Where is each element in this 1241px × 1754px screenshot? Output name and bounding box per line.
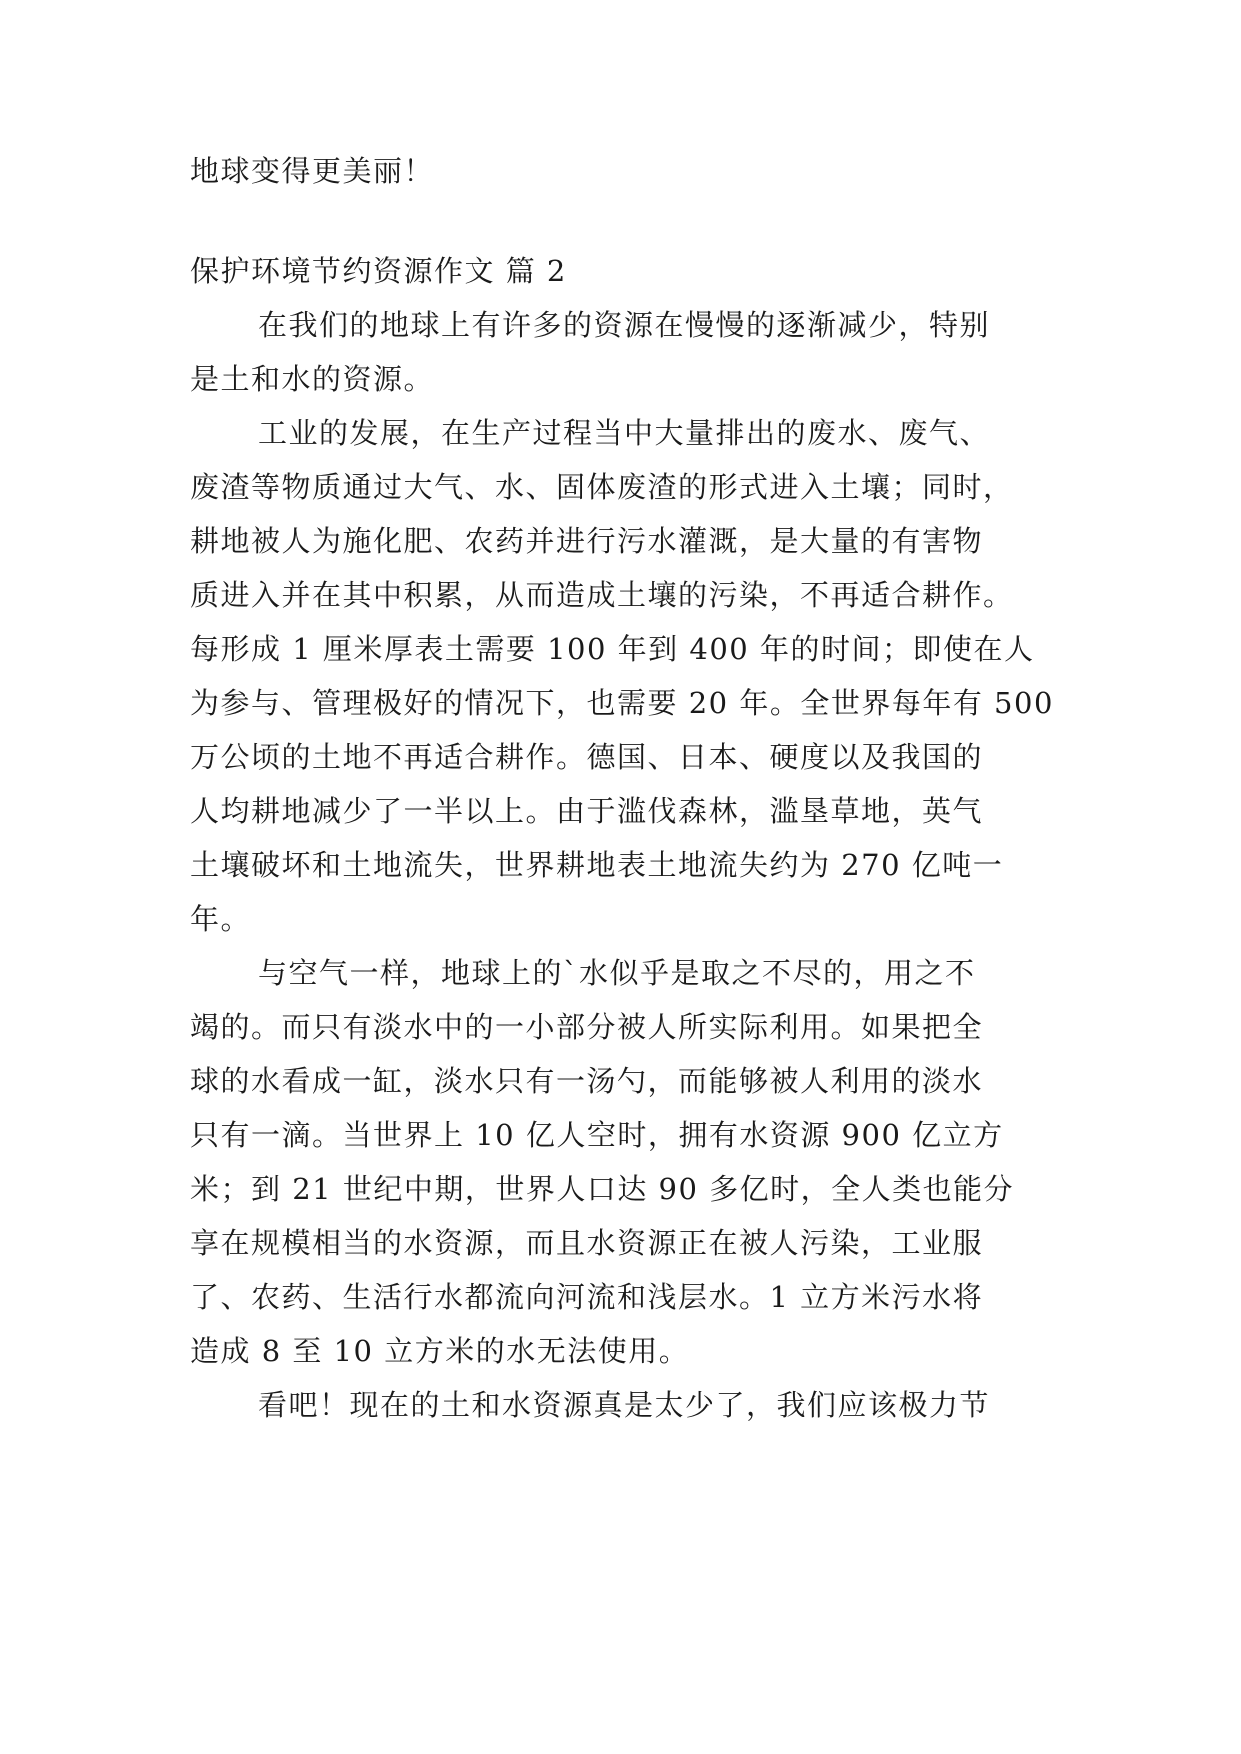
- paragraph-line: 人均耕地减少了一半以上。由于滥伐森林，滥垦草地，英气: [190, 794, 984, 828]
- paragraph-line: 在我们的地球上有许多的资源在慢慢的逐渐减少，特别: [258, 308, 991, 342]
- paragraph-line: 每形成 1 厘米厚表土需要 100 年到 400 年的时间；即使在人: [190, 632, 1035, 666]
- paragraph-line: 质进入并在其中积累，从而造成土壤的污染，不再适合耕作。: [190, 578, 1014, 612]
- paragraph-line: 米；到 21 世纪中期，世界人口达 90 多亿时，全人类也能分: [190, 1172, 1015, 1206]
- paragraph-line: 竭的。而只有淡水中的一小部分被人所实际利用。如果把全: [190, 1010, 984, 1044]
- paragraph-line: 耕地被人为施化肥、农药并进行污水灌溉，是大量的有害物: [190, 524, 984, 558]
- paragraph-line: 是土和水的资源。: [190, 362, 435, 396]
- paragraph-line: 只有一滴。当世界上 10 亿人空时，拥有水资源 900 亿立方: [190, 1118, 1004, 1152]
- essay-heading: 保护环境节约资源作文 篇 2: [190, 254, 567, 288]
- paragraph-line: 看吧！现在的土和水资源真是太少了，我们应该极力节: [258, 1388, 991, 1422]
- paragraph-line: 万公顷的土地不再适合耕作。德国、日本、硬度以及我国的: [190, 740, 984, 774]
- paragraph-line: 年。: [190, 902, 252, 936]
- paragraph-line: 土壤破坏和土地流失，世界耕地表土地流失约为 270 亿吨一: [190, 848, 1004, 882]
- paragraph-line: 球的水看成一缸，淡水只有一汤勺，而能够被人利用的淡水: [190, 1064, 984, 1098]
- paragraph-line: 废渣等物质通过大气、水、固体废渣的形式进入土壤；同时，: [190, 470, 1014, 504]
- paragraph-line: 享在规模相当的水资源，而且水资源正在被人污染，工业服: [190, 1226, 984, 1260]
- paragraph-line: 为参与、管理极好的情况下，也需要 20 年。全世界每年有 500: [190, 686, 1054, 720]
- paragraph-line: 了、农药、生活行水都流向河流和浅层水。1 立方米污水将: [190, 1280, 984, 1314]
- paragraph-line: 与空气一样，地球上的`水似乎是取之不尽的，用之不: [258, 956, 976, 990]
- closing-line: 地球变得更美丽！: [190, 154, 435, 188]
- paragraph-line: 工业的发展，在生产过程当中大量排出的废水、废气、: [258, 416, 991, 450]
- paragraph-line: 造成 8 至 10 立方米的水无法使用。: [190, 1334, 690, 1368]
